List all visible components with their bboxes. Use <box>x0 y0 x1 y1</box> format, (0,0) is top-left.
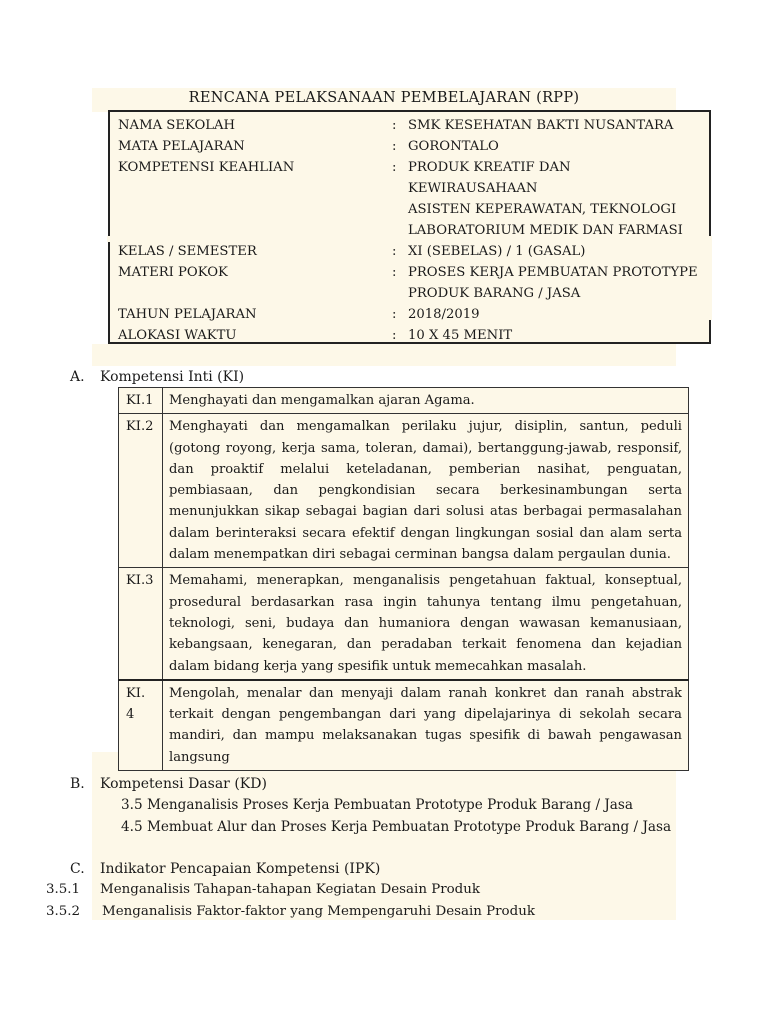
ki-table <box>118 387 689 771</box>
info-value: SMK KESEHATAN BAKTI NUSANTARA <box>408 118 674 133</box>
info-label: KOMPETENSI KEAHLIAN <box>118 160 295 175</box>
section-title: Kompetensi Dasar (KD) <box>100 776 267 792</box>
info-label: NAMA SEKOLAH <box>118 118 236 133</box>
identity-table <box>108 110 711 344</box>
info-value: ASISTEN KEPERAWATAN, TEKNOLOGI <box>408 202 677 217</box>
ki-code: KI.2 <box>119 414 163 568</box>
ipk-text: Menganalisis Faktor-faktor yang Mempengaruhi Desain Produk <box>102 904 535 919</box>
info-colon: : <box>392 118 397 133</box>
section-letter: C. <box>70 861 85 877</box>
info-colon: : <box>392 160 397 175</box>
info-label: ALOKASI WAKTU <box>118 328 237 343</box>
ipk-text: Menganalisis Tahapan-tahapan Kegiatan Desain Produk <box>100 882 480 897</box>
lower-band <box>92 344 676 366</box>
kd-item: 3.5 Menganalisis Proses Kerja Pembuatan Prototype Produk Barang / Jasa <box>121 797 633 813</box>
info-colon: : <box>392 244 397 259</box>
info-colon: : <box>392 265 397 280</box>
info-label: TAHUN PELAJARAN <box>118 307 257 322</box>
ki-description: Memahami, menerapkan, menganalisis pengetahuan faktual, konseptual, prosedural berdasarkan rasa ingin tahunya tentang ilmu pengetahuan, teknologi, seni, budaya dan humaniora dengan wawasan kemanusiaan, kebangsaan, kenegaran, dan peradaban terkait fenomena dan kejadian dalam bidang kerja yang spesifik untuk memecahkan masalah. <box>163 568 689 680</box>
table-row <box>119 568 689 680</box>
ki-code: KI.3 <box>119 568 163 680</box>
info-value: PRODUK KREATIF DAN <box>408 160 571 175</box>
section-letter: B. <box>70 776 85 792</box>
info-label: MATA PELAJARAN <box>118 139 245 154</box>
info-value: GORONTALO <box>408 139 499 154</box>
info-label: KELAS / SEMESTER <box>118 244 257 259</box>
info-colon: : <box>392 139 397 154</box>
info-colon: : <box>392 328 397 343</box>
section-title: Kompetensi Inti (KI) <box>100 369 245 385</box>
info-value: KEWIRAUSAHAAN <box>408 181 538 196</box>
table-row <box>119 414 689 568</box>
border-gap <box>107 236 117 242</box>
info-value: PRODUK BARANG / JASA <box>408 286 581 301</box>
section-title: Indikator Pencapaian Kompetensi (IPK) <box>100 861 381 877</box>
table-row <box>119 680 689 771</box>
info-value: 10 X 45 MENIT <box>408 328 513 343</box>
ki-code: KI. 4 <box>119 680 163 771</box>
info-value: XI (SEBELAS) / 1 (GASAL) <box>408 244 586 259</box>
table-row <box>119 388 689 414</box>
ipk-number: 3.5.2 <box>46 904 81 919</box>
kd-item: 4.5 Membuat Alur dan Proses Kerja Pembuatan Prototype Produk Barang / Jasa <box>121 819 672 835</box>
ki-description: Menghayati dan mengamalkan ajaran Agama. <box>163 388 689 414</box>
ki-description: Mengolah, menalar dan menyaji dalam ranah konkret dan ranah abstrak terkait dengan pengembangan dari yang dipelajarinya di sekolah secara mandiri, dan mampu melaksanakan tugas spesifik di bawah pengawasan langsung <box>163 680 689 771</box>
info-colon: : <box>392 307 397 322</box>
ki-code: KI.1 <box>119 388 163 414</box>
info-value: PROSES KERJA PEMBUATAN PROTOTYPE <box>408 265 698 280</box>
document-title: RENCANA PELAKSANAAN PEMBELAJARAN (RPP) <box>188 90 580 106</box>
ipk-number: 3.5.1 <box>46 882 81 897</box>
info-label: MATERI POKOK <box>118 265 228 280</box>
info-value: 2018/2019 <box>408 307 480 322</box>
info-value: LABORATORIUM MEDIK DAN FARMASI <box>408 223 683 238</box>
section-letter: A. <box>70 369 85 385</box>
ki-description: Menghayati dan mengamalkan perilaku jujur, disiplin, santun, peduli (gotong royong, kerja sama, toleran, damai), bertanggung-jawab, responsif, dan proaktif melalui keteladanan, pemberian nasihat, penguatan, pembiasaan, dan pengkondisian secara berkesinambungan serta menunjukkan sikap sebagai bagian dari solusi atas berbagai permasalahan dalam berinteraksi secara efektif dengan lingkungan sosial dan alam serta dalam menempatkan diri sebagai cerminan bangsa dalam pergaulan dunia. <box>163 414 689 568</box>
